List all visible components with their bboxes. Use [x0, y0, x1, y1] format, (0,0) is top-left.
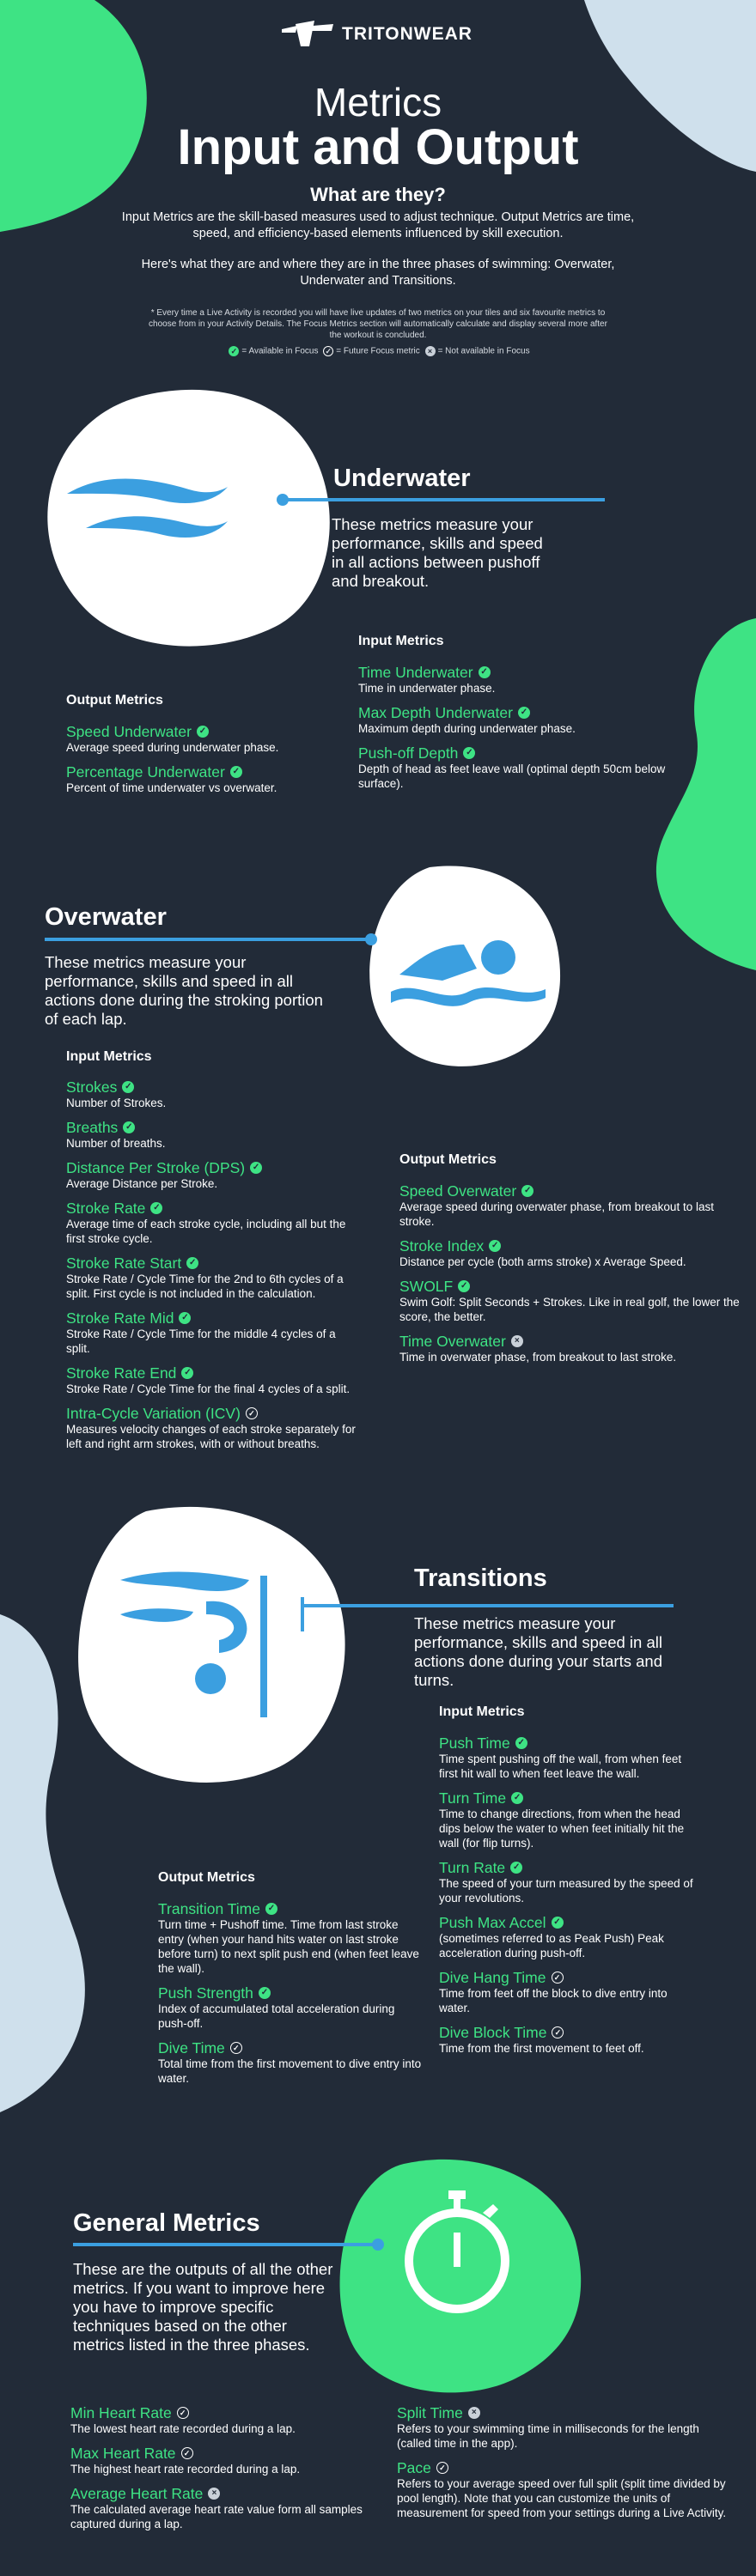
metric-name-text: SWOLF	[399, 1278, 454, 1295]
available-check-icon: ✓	[510, 1862, 522, 1874]
metric-name-text: Intra-Cycle Variation (ICV)	[66, 1405, 241, 1422]
metric-name-text: Breaths	[66, 1119, 119, 1136]
brand-logo	[280, 21, 472, 48]
general-left-list	[70, 2404, 380, 2540]
available-check-icon: ✓	[179, 1312, 191, 1324]
metric-description: Stroke Rate / Cycle Time for the final 4 cycles of a split.	[66, 1382, 351, 1395]
metric-description: Time from feet off the block to dive entry into water.	[439, 1987, 668, 2014]
metric-name	[66, 1405, 358, 1422]
metric-name-text: Push-off Depth	[358, 744, 459, 762]
metric-name	[66, 1200, 358, 1217]
transitions-rule	[301, 1604, 674, 1607]
available-check-icon: ✓	[123, 1121, 135, 1133]
general-title: General Metrics	[73, 2209, 260, 2237]
future-check-icon: ✓	[436, 2462, 448, 2474]
overwater-input-title: Input Metrics	[66, 1049, 152, 1064]
future-check-icon: ✓	[552, 2026, 564, 2038]
metric-name	[399, 1333, 743, 1350]
swimmer-icon	[382, 927, 554, 1022]
transitions-output-title: Output Metrics	[158, 1870, 255, 1885]
metric-name	[439, 1789, 697, 1807]
metric-name	[66, 1309, 358, 1327]
available-check-icon: ✓	[250, 1162, 262, 1174]
metric-name	[158, 1984, 424, 2002]
metric-description: Average Distance per Stroke.	[66, 1177, 218, 1190]
underwater-output-list	[66, 723, 315, 804]
available-check-icon: ✓	[518, 707, 530, 719]
metric-description: Stroke Rate / Cycle Time for the 2nd to 6th cycles of a split. First cycle is not included in the calculation.	[66, 1273, 344, 1300]
metric-description: The speed of your turn measured by the speed of your revolutions.	[439, 1877, 693, 1905]
not-available-x-icon: ×	[511, 1335, 523, 1347]
metric-item	[439, 1914, 697, 1960]
metric-description: Turn time + Pushoff time. Time from last stroke entry (when your hand hits water on last stroke before turn) to next split push end (when feet leave the wall).	[158, 1918, 419, 1975]
future-check-icon: ✓	[230, 2042, 242, 2054]
metric-item	[358, 704, 685, 736]
metric-name-text: Percentage Underwater	[66, 763, 225, 781]
overwater-output-list	[399, 1182, 743, 1373]
brand-name: TRITONWEAR	[342, 24, 472, 44]
underwater-description: These metrics measure your performance, skills and speed in all actions between pushoff and breakout.	[332, 515, 543, 590]
metric-name	[358, 664, 685, 681]
intro-paragraph-1: Input Metrics are the skill-based measures used to adjust technique. Output Metrics are time, speed, and efficiency-based elements influenced by skill execution.	[121, 210, 635, 240]
metric-description: Time from the first movement to feet off.	[439, 2042, 644, 2055]
metric-name	[439, 1859, 697, 1876]
underwater-title: Underwater	[333, 465, 471, 492]
metric-description: Average speed during underwater phase.	[66, 741, 279, 754]
metric-name	[66, 1255, 358, 1272]
metric-description: Average speed during overwater phase, from breakout to last stroke.	[399, 1200, 714, 1228]
transitions-output-list	[158, 1900, 424, 2094]
metric-description: The lowest heart rate recorded during a lap.	[70, 2422, 296, 2435]
metric-name	[399, 1182, 743, 1200]
legend-not-available: = Not available in Focus	[437, 346, 530, 356]
transitions-input-list	[439, 1735, 697, 2064]
available-check-icon: ✓	[230, 766, 242, 778]
metric-name-text: Stroke Rate Start	[66, 1255, 182, 1272]
metric-item	[358, 744, 685, 791]
metric-name-text: Stroke Rate	[66, 1200, 146, 1217]
metric-name	[66, 1119, 358, 1136]
overwater-output-title: Output Metrics	[399, 1152, 497, 1167]
metric-description: Percent of time underwater vs overwater.	[66, 781, 277, 794]
metric-name	[66, 763, 315, 781]
general-description: These are the outputs of all the other metrics. If you want to improve here you have to improve specific techniques based on the other metrics listed in the three phases.	[73, 2260, 333, 2354]
metric-description: Number of Strokes.	[66, 1097, 167, 1109]
metric-item	[70, 2404, 380, 2436]
general-connector-dot	[372, 2239, 384, 2251]
metric-name-text: Speed Overwater	[399, 1182, 517, 1200]
overwater-title: Overwater	[45, 903, 167, 931]
metric-name	[439, 1969, 697, 1986]
general-rule	[73, 2243, 378, 2246]
metric-description: Time to change directions, from when the head dips below the water to when feet initially hit the wall (for flip turns).	[439, 1807, 685, 1850]
metric-item	[399, 1278, 743, 1324]
metric-description: The highest heart rate recorded during a lap.	[70, 2463, 301, 2476]
available-check-icon: ✓	[552, 1917, 564, 1929]
available-check-icon: ✓	[521, 1185, 533, 1197]
metric-item	[158, 1900, 424, 1976]
metric-name-text: Time Overwater	[399, 1333, 506, 1350]
metric-name-text: Dive Hang Time	[439, 1969, 546, 1986]
available-check-icon: ✓	[186, 1257, 198, 1269]
metric-description: Time in overwater phase, from breakout to last stroke.	[399, 1351, 677, 1364]
metric-name-text: Stroke Rate End	[66, 1364, 177, 1382]
metric-item	[66, 1119, 358, 1151]
legend	[0, 346, 756, 356]
metric-name-text: Min Heart Rate	[70, 2404, 172, 2421]
metric-name	[439, 1914, 697, 1931]
metric-name-text: Push Max Accel	[439, 1914, 546, 1931]
metric-description: Time spent pushing off the wall, from when feet first hit wall to when feet leave the wall.	[439, 1753, 682, 1780]
available-check-icon: ✓	[515, 1737, 527, 1749]
underwater-output-title: Output Metrics	[66, 693, 163, 708]
general-right-list	[397, 2404, 732, 2529]
metric-name-text: Strokes	[66, 1078, 118, 1096]
future-check-icon: ✓	[177, 2407, 189, 2419]
metric-item	[439, 2024, 697, 2056]
metric-item	[439, 1789, 697, 1850]
metric-name-text: Pace	[397, 2459, 431, 2476]
underwater-input-title: Input Metrics	[358, 634, 444, 648]
metric-name	[439, 2024, 697, 2041]
metric-name-text: Time Underwater	[358, 664, 473, 681]
metric-description: Refers to your swimming time in milliseconds for the length (called time in the app).	[397, 2422, 699, 2450]
metric-name	[70, 2485, 380, 2502]
title-line-2: Input and Output	[177, 119, 579, 175]
metric-name	[70, 2445, 380, 2462]
turn-icon	[112, 1550, 284, 1722]
metric-description: The calculated average heart rate value form all samples captured during a lap.	[70, 2503, 363, 2530]
metric-name-text: Stroke Index	[399, 1237, 485, 1255]
metric-item	[70, 2485, 380, 2531]
available-check-icon: ✓	[458, 1280, 470, 1292]
metric-item	[66, 1255, 358, 1301]
metric-item	[399, 1182, 743, 1229]
available-check-icon: ✓	[197, 726, 209, 738]
transitions-title: Transitions	[414, 1564, 547, 1592]
metric-name-text: Distance Per Stroke (DPS)	[66, 1159, 246, 1176]
footnote: * Every time a Live Activity is recorded you will have live updates of two metrics on your tiles and six favourite metrics to choose from in your Activity Details. The Focus Metrics section will automatically calculate and display several more after the workout is concluded.	[149, 308, 607, 340]
metric-name-text: Max Depth Underwater	[358, 704, 513, 721]
metric-item	[66, 1364, 358, 1396]
metric-description: Average time of each stroke cycle, including all but the first stroke cycle.	[66, 1218, 346, 1245]
metric-name	[70, 2404, 380, 2421]
intro-paragraph-2: Here's what they are and where they are in the three phases of swimming: Overwater, Underwater and Transitions.	[141, 258, 615, 288]
metric-name-text: Turn Time	[439, 1789, 507, 1807]
metric-item	[358, 664, 685, 696]
metric-description: Depth of head as feet leave wall (optimal depth 50cm below surface).	[358, 762, 666, 790]
available-check-icon: ✓	[489, 1240, 501, 1252]
title-line-1: Metrics	[314, 80, 442, 125]
metric-name	[358, 704, 685, 721]
metric-description: Number of breaths.	[66, 1137, 166, 1150]
metric-description: Total time from the first movement to dive entry into water.	[158, 2057, 422, 2085]
metric-name-text: Transition Time	[158, 1900, 260, 1917]
metric-name	[397, 2404, 732, 2421]
metric-name	[66, 1078, 358, 1096]
metric-item	[158, 2039, 424, 2086]
available-check-icon: ✓	[511, 1792, 523, 1804]
metric-item	[66, 763, 315, 795]
metric-item	[70, 2445, 380, 2476]
future-check-icon: ✓	[246, 1407, 258, 1419]
stopwatch-icon	[397, 2185, 517, 2314]
metric-item	[397, 2404, 732, 2451]
metric-name-text: Dive Time	[158, 2039, 225, 2057]
metric-name-text: Stroke Rate Mid	[66, 1309, 174, 1327]
metric-item	[158, 1984, 424, 2031]
future-check-icon: ✓	[181, 2447, 193, 2459]
metric-name-text: Push Strength	[158, 1984, 253, 2002]
metric-item	[66, 1078, 358, 1110]
transitions-description: These metrics measure your performance, skills and speed in all actions done during your starts and turns.	[414, 1614, 662, 1689]
overwater-rule	[45, 938, 371, 941]
metric-item	[66, 1405, 358, 1451]
metric-name	[439, 1735, 697, 1752]
metric-item	[66, 1200, 358, 1246]
future-check-icon: ✓	[323, 346, 333, 356]
legend-future: = Future Focus metric	[336, 346, 420, 356]
metric-description: Stroke Rate / Cycle Time for the middle 4 cycles of a split.	[66, 1327, 336, 1355]
underwater-input-list	[358, 664, 685, 799]
metric-name-text: Push Time	[439, 1735, 510, 1752]
underwater-rule	[284, 498, 605, 501]
metric-name-text: Dive Block Time	[439, 2024, 547, 2041]
metric-description: Measures velocity changes of each stroke separately for left and right arm strokes, with or without breaths.	[66, 1423, 356, 1450]
what-heading: What are they?	[310, 184, 446, 205]
metric-name	[66, 723, 315, 740]
metric-description: Refers to your average speed over full split (split time divided by pool length). Note that you can customize the units of measurement for speed from your settings during a Live Activity.	[397, 2477, 727, 2519]
metric-description: Index of accumulated total acceleration during push-off.	[158, 2002, 395, 2030]
metric-item	[399, 1237, 743, 1269]
metric-item	[439, 1969, 697, 2015]
available-check-icon: ✓	[479, 666, 491, 678]
not-available-x-icon: ×	[208, 2488, 220, 2500]
metric-name	[66, 1159, 358, 1176]
metric-item	[399, 1333, 743, 1364]
metric-item	[66, 1159, 358, 1191]
trident-icon	[280, 21, 335, 48]
metric-name	[399, 1237, 743, 1255]
legend-available: = Available in Focus	[241, 346, 319, 356]
lightblue-blob-left	[0, 1614, 85, 2112]
transitions-input-title: Input Metrics	[439, 1704, 525, 1719]
metric-name-text: Split Time	[397, 2404, 463, 2421]
available-check-icon: ✓	[122, 1081, 134, 1093]
metric-item	[66, 1309, 358, 1356]
metric-item	[66, 723, 315, 755]
overwater-connector-dot	[365, 933, 377, 945]
metric-name-text: Max Heart Rate	[70, 2445, 176, 2462]
overwater-input-list	[66, 1078, 358, 1460]
metric-description: Maximum depth during underwater phase.	[358, 722, 576, 735]
overwater-description: These metrics measure your performance, skills and speed in all actions done during the stroking portion of each lap.	[45, 953, 323, 1028]
transitions-vertical-rule	[301, 1597, 304, 1631]
metric-description: Distance per cycle (both arms stroke) x Average Speed.	[399, 1255, 686, 1268]
metric-name	[397, 2459, 732, 2476]
metric-item	[439, 1735, 697, 1781]
available-check-icon: ✓	[463, 747, 475, 759]
metric-name	[399, 1278, 743, 1295]
not-available-x-icon: ×	[425, 346, 436, 356]
available-check-icon: ✓	[229, 346, 239, 356]
underwater-wave-icon	[60, 468, 232, 571]
future-check-icon: ✓	[552, 1971, 564, 1984]
available-check-icon: ✓	[265, 1903, 277, 1915]
not-available-x-icon: ×	[468, 2407, 480, 2419]
metric-name	[158, 2039, 424, 2057]
available-check-icon: ✓	[259, 1987, 271, 1999]
metric-description: Swim Golf: Split Seconds + Strokes. Like in real golf, the lower the score, the better.	[399, 1296, 740, 1323]
metric-name	[358, 744, 685, 762]
metric-name-text: Speed Underwater	[66, 723, 192, 740]
metric-name	[66, 1364, 358, 1382]
metric-name	[158, 1900, 424, 1917]
available-check-icon: ✓	[181, 1367, 193, 1379]
metric-description: (sometimes referred to as Peak Push) Peak acceleration during push-off.	[439, 1932, 664, 1959]
metric-name-text: Turn Rate	[439, 1859, 506, 1876]
metric-item	[439, 1859, 697, 1905]
metric-description: Time in underwater phase.	[358, 682, 496, 695]
available-check-icon: ✓	[150, 1202, 162, 1214]
metric-name-text: Average Heart Rate	[70, 2485, 204, 2502]
metric-item	[397, 2459, 732, 2520]
